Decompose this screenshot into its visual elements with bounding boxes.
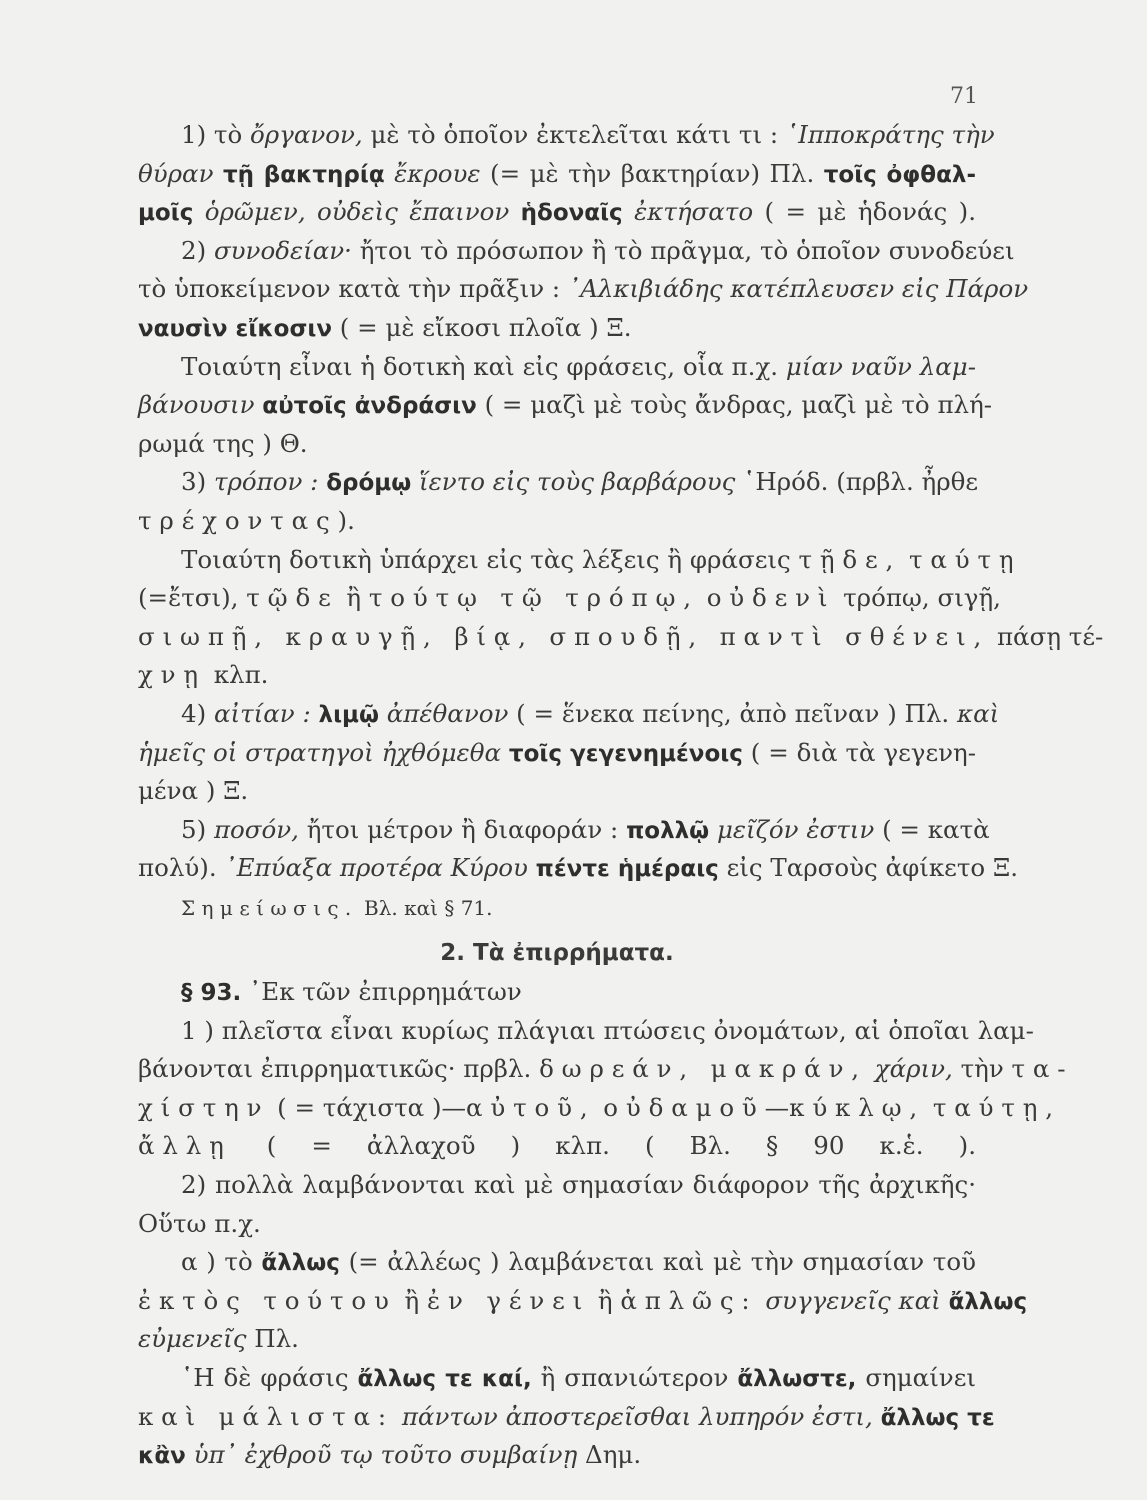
text-run: σιωπῇ, κραυγῇ, βίᾳ, σπουδῇ, παντὶ σθένει,	[138, 621, 990, 651]
text-run: ρωμά της ) Θ.	[138, 428, 308, 458]
text-run: πάσῃ τέ-	[989, 621, 1104, 651]
text-run: ῾Ιπποκράτης τὴν	[785, 120, 995, 149]
text-line	[138, 656, 976, 695]
text-run: ἢ	[338, 583, 369, 613]
text-run: ( = τάχιστα )—	[269, 1092, 467, 1122]
text-run: (= μὲ τὴν βακτηρίαν) Πλ.	[480, 158, 824, 188]
text-line	[138, 386, 993, 425]
text-run	[311, 699, 319, 728]
text-line	[138, 116, 995, 155]
text-run: ἡδοναῖς	[520, 200, 623, 227]
text-run: Οὕτω π.χ.	[138, 1208, 261, 1238]
text-run: α ) τὸ	[181, 1247, 262, 1277]
text-line	[138, 1205, 976, 1244]
text-line	[138, 1359, 976, 1398]
text-run: οὐδαμοῦ	[603, 1092, 765, 1122]
text-run: τούτῳ τῷ τρόπῳ,	[368, 583, 699, 613]
text-line	[138, 309, 976, 348]
paragraphs-adverbs	[138, 973, 1074, 1475]
text-run: ᾿Επύαξα προτέρα Κύρου	[224, 853, 528, 883]
text-run: τα-	[1011, 1054, 1074, 1084]
paragraphs-dative-uses	[138, 116, 1104, 926]
text-run: ἄλλως τε καί,	[357, 1366, 532, 1392]
text-run: τοῖς γεγενημένοις	[508, 740, 743, 767]
text-run: τὸ ὑποκείμενον κατὰ τὴν πρᾶξιν :	[138, 274, 568, 304]
text-run: πολύ).	[138, 853, 225, 883]
text-run: ἄλλως	[261, 1250, 340, 1277]
text-run: (= ἀλλέως ) λαμβάνεται καὶ μὲ τὴν σημασίαν τοῦ	[339, 1247, 976, 1277]
text-run: κύκλῳ,	[789, 1092, 926, 1122]
text-run: ( = μὲ εἴκοσι πλοῖα ) Ξ.	[332, 312, 632, 342]
text-line	[138, 1282, 1028, 1321]
text-line	[138, 155, 976, 194]
text-run: ( = κατὰ	[874, 814, 990, 844]
text-run: συγγενεῖς καὶ	[765, 1285, 941, 1315]
text-run: 1) τὸ	[181, 120, 251, 149]
text-run: ( = ἕνεκα πείνης, ἀπὸ πεῖναν ) Πλ.	[508, 698, 958, 728]
text-run: κλπ.	[205, 660, 269, 690]
text-line	[138, 1166, 976, 1205]
text-run: ἐκτήσατο	[622, 197, 754, 227]
text-line	[138, 1398, 995, 1437]
text-run: ( = μὲ ἡδονάς ).	[753, 197, 976, 227]
text-run: λιμῷ	[318, 701, 379, 728]
text-run: 2)	[181, 235, 214, 265]
text-line	[138, 463, 979, 502]
text-line	[138, 1050, 1074, 1089]
text-run: ναυσὶν εἴκοσιν	[138, 315, 332, 342]
text-line	[138, 772, 976, 811]
text-run: τῇδε,	[798, 544, 902, 574]
text-run: 5)	[181, 814, 214, 844]
text-run	[873, 1402, 881, 1431]
text-run	[509, 197, 520, 226]
text-line	[138, 541, 1022, 580]
text-run: χίστην	[138, 1092, 270, 1122]
text-run: ἤτοι μέτρον ἢ διαφοράν :	[298, 814, 627, 844]
text-run: αὐτοῦ,	[466, 1092, 596, 1122]
text-run: εὐμενεῖς	[138, 1324, 247, 1354]
text-run: βάνουσιν	[138, 390, 255, 420]
text-run: μὲ τὸ ὁποῖον ἐκτελεῖται κάτι τι :	[362, 120, 786, 149]
text-run: ᾿Αλκιβιάδης κατέπλευσεν εἰς Πάρον	[567, 274, 1029, 304]
text-run: θύραν	[138, 158, 223, 188]
text-run: ( = διὰ τὰ γεγενη-	[742, 737, 976, 767]
text-line	[138, 1089, 1061, 1128]
text-run: μεῖζόν ἐστιν	[709, 814, 875, 844]
text-run	[925, 1093, 933, 1122]
text-run: πέντε ἡμέραις	[535, 856, 719, 883]
text-run: τὴν	[952, 1054, 1012, 1084]
text-run: τοῖς ὀφθαλ-	[823, 161, 976, 188]
text-run: ἄλλῃ	[138, 1131, 232, 1161]
text-run	[528, 853, 536, 882]
text-run: ἢ	[590, 1285, 621, 1315]
text-run: ῾Η δὲ φράσις	[181, 1363, 358, 1392]
text-run: εἰς Ταρσοὺς ἀφίκετο Ξ.	[718, 853, 1018, 883]
text-run	[394, 1402, 402, 1431]
text-run: ὑπ᾿ ἐχθροῦ τῳ τοῦτο συμβαίνῃ	[185, 1440, 578, 1470]
text-run: ἄλλως	[948, 1288, 1028, 1315]
text-run: ὄργανον,	[250, 120, 363, 149]
text-run: ἐκτὸς τούτου	[138, 1285, 397, 1315]
text-run: σημαίνει	[856, 1363, 977, 1392]
text-run: ἢ σπανιώτερον	[531, 1363, 738, 1392]
text-run: δωρεάν, μακράν,	[539, 1054, 867, 1084]
text-line	[138, 502, 976, 541]
text-run: Δημ.	[577, 1440, 642, 1470]
text-run: κἂν	[138, 1443, 186, 1470]
text-run: (=ἔτσι),	[138, 583, 247, 613]
text-line	[138, 811, 990, 850]
text-run: αἰτίαν :	[213, 698, 311, 728]
text-run: Τοιαύτη εἶναι ἡ δοτικὴ καὶ εἰς φράσεις, οἷα π.χ.	[181, 351, 786, 381]
text-line	[138, 425, 976, 464]
text-line	[138, 695, 1000, 734]
text-line	[138, 1320, 976, 1359]
text-run: ποσόν,	[213, 814, 299, 844]
text-line	[138, 734, 976, 773]
text-run: βάνονται ἐπιρρηματικῶς· πρβλ.	[138, 1054, 540, 1084]
text-run: —	[764, 1092, 790, 1122]
text-line	[138, 348, 976, 387]
text-run: ὁρῶμεν, οὐδεὶς ἔπαινον	[193, 197, 510, 227]
text-run: Πλ.	[246, 1324, 299, 1354]
text-run: πολλῷ	[626, 817, 710, 844]
text-run	[941, 1286, 949, 1315]
text-run: μίαν ναῦν λαμ-	[785, 351, 976, 381]
text-run: ).	[337, 505, 355, 535]
text-run: ῾Ηρόδ. (πρβλ. ἦρθε	[735, 467, 979, 497]
text-line	[138, 270, 1029, 309]
text-line	[138, 1436, 976, 1475]
text-line	[138, 232, 1015, 271]
text-run: οὐδενὶ	[706, 583, 836, 613]
text-run	[699, 583, 707, 612]
text-line	[138, 1127, 976, 1166]
text-run: ταύτῃ	[908, 544, 1022, 574]
text-run: μένα ) Ξ.	[138, 776, 249, 806]
text-run: ἢ	[396, 1285, 428, 1315]
text-run: ἡμεῖς οἱ στρατηγοὶ ἠχθόμεθα	[138, 737, 501, 767]
text-run: ( = ἀλλαχοῦ ) κλπ. ( Βλ. § 90 κ.ἑ. ).	[231, 1131, 976, 1161]
text-run: 3)	[181, 467, 214, 497]
text-run: ᾿Εκ τῶν ἐπιρρημάτων	[241, 977, 522, 1007]
page-body	[138, 116, 1104, 1475]
text-run: ἁπλῶς:	[620, 1285, 758, 1315]
text-line	[138, 1012, 1034, 1051]
text-run: ἔκρουε	[384, 158, 481, 188]
text-run	[867, 1054, 875, 1083]
text-run: μοῖς	[138, 200, 194, 227]
text-run: Βλ. καὶ § 71.	[357, 895, 493, 920]
text-line	[138, 888, 976, 927]
text-line	[138, 618, 1104, 657]
text-run	[901, 545, 909, 574]
text-run: τῷδε	[246, 583, 339, 613]
text-run: χάριν,	[874, 1054, 953, 1084]
text-run: τρόπον :	[213, 467, 319, 497]
text-run: Σημείωσις.	[181, 895, 358, 920]
text-line	[138, 193, 976, 232]
text-run: δρόμῳ	[326, 470, 412, 497]
text-line	[138, 579, 1001, 618]
text-run: καὶ μάλιστα:	[138, 1401, 395, 1431]
text-run: ἄλλωστε,	[737, 1366, 857, 1392]
text-run: καὶ	[957, 698, 1000, 728]
text-run: ταύτῃ,	[932, 1092, 1061, 1122]
text-run: 2) πολλὰ λαμβάνονται καὶ μὲ σημασίαν διάφορον τῆς ἀρχικῆς·	[181, 1170, 976, 1200]
text-run: πάντων ἀποστερεῖσθαι λυπηρόν ἐστι,	[401, 1401, 873, 1431]
text-run: ἵεντο εἰς τοὺς βαρβάρους	[411, 467, 736, 497]
text-run: ἤτοι τὸ πρόσωπον ἢ τὸ πρᾶγμα, τὸ ὁποῖον συνοδεύει	[351, 235, 1015, 265]
section-heading: 2. Τὰ ἐπιρρήματα.	[440, 940, 674, 967]
text-run: ἀπέθανον	[378, 698, 509, 728]
text-run: ἐν γένει	[427, 1285, 591, 1315]
text-run: αὐτοῖς ἀνδράσιν	[262, 393, 477, 420]
text-line	[138, 973, 976, 1012]
text-run: συνοδείαν·	[213, 235, 352, 265]
text-run: τῇ βακτηρίᾳ	[222, 161, 385, 188]
text-run: 1 ) πλεῖστα εἶναι κυρίως πλάγιαι πτώσεις ὀνομάτων, αἱ ὁποῖαι λαμ-	[181, 1015, 1034, 1045]
text-line	[138, 849, 1018, 888]
text-run: 4)	[181, 698, 214, 728]
text-run	[501, 738, 509, 767]
page-number: 71	[950, 84, 978, 109]
text-run: χνῃ	[138, 660, 206, 690]
text-run: τρόπῳ, σιγῇ,	[835, 583, 1001, 613]
text-run: ( = μαζὶ μὲ τοὺς ἄνδρας, μαζὶ μὲ τὸ πλή-	[476, 390, 993, 420]
text-run: § 93.	[181, 980, 242, 1007]
text-run: ἄλλως τε	[880, 1404, 995, 1431]
text-run: Τοιαύτη δοτικὴ ὑπάρχει εἰς τὰς λέξεις ἢ φράσεις	[181, 544, 799, 574]
text-line	[138, 1243, 976, 1282]
text-run: τρέχοντας	[138, 505, 338, 535]
